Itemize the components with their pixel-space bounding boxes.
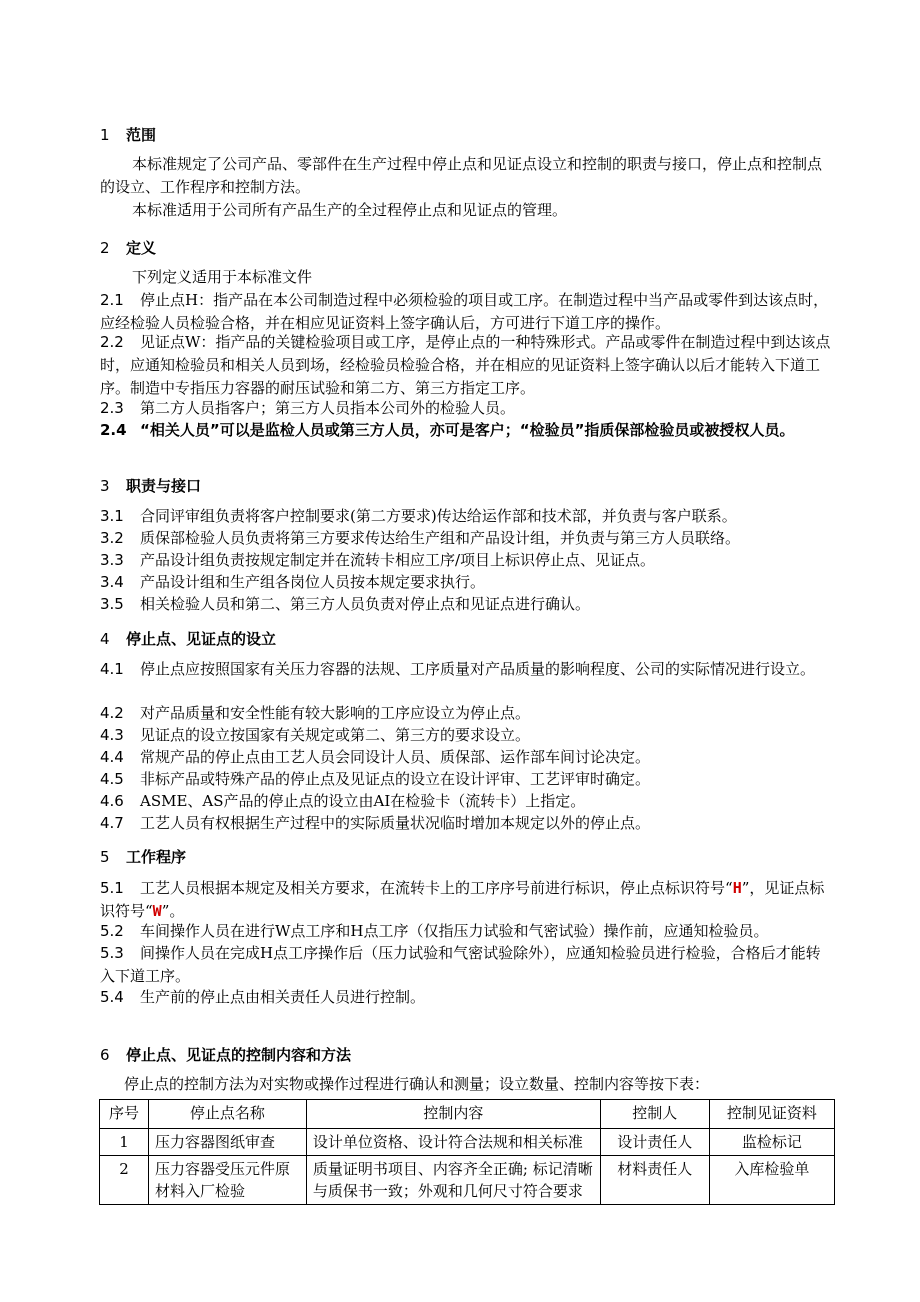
section-title: 定义 <box>126 239 157 257</box>
setup-item <box>100 724 835 747</box>
definitions-intro: 下列定义适用于本标准文件 <box>132 268 313 286</box>
item-number: 4.6 <box>100 792 124 810</box>
item-text: 间操作人员在完成H点工序操作后（压力试验和气密试验除外），应通知检验员进行检验，合格后才能转入下道工序。 <box>100 944 821 985</box>
table-cell: 2 <box>100 1156 149 1205</box>
setup-item <box>100 812 835 835</box>
control-method-intro: 停止点的控制方法为对实物或操作过程进行确认和测量；设立数量、控制内容等按下表： <box>124 1075 710 1093</box>
item-number: 3.5 <box>100 595 124 613</box>
procedure-item <box>100 942 835 988</box>
item-text: 非标产品或特殊产品的停止点及见证点的设立在设计评审、工艺评审时确定。 <box>140 770 651 788</box>
definition-item <box>100 289 835 335</box>
item-text: 见证点的设立按国家有关规定或第二、第三方的要求设立。 <box>140 726 531 744</box>
section-5-heading <box>100 846 186 867</box>
item-text: ASME、AS产品的停止点的设立由AI在检验卡（流转卡）上指定。 <box>140 792 586 810</box>
section-3-heading <box>100 475 201 496</box>
section-number: 5 <box>100 848 110 866</box>
section-number: 6 <box>100 1046 110 1064</box>
section-title: 范围 <box>126 126 157 144</box>
witness-point-symbol: W <box>152 902 162 920</box>
item-text: 质保部检验人员负责将第三方要求传达给生产组和产品设计组，并负责与第三方人员联络。 <box>140 529 741 547</box>
responsibility-item <box>100 549 835 572</box>
responsibility-item <box>100 593 835 616</box>
column-header: 控制人 <box>600 1100 709 1129</box>
section-2-heading <box>100 237 156 258</box>
setup-item <box>100 768 835 791</box>
section-title: 工作程序 <box>126 848 187 866</box>
item-text: 停止点H：指产品在本公司制造过程中必须检验的项目或工序。在制造过程中当产品或零件到达该点时，应经检验人员检验合格，并在相应见证资料上签字确认后，方可进行下道工序的操作。 <box>100 291 829 332</box>
item-text: 产品设计组和生产组各岗位人员按本规定要求执行。 <box>140 573 486 591</box>
item-number: 2.1 <box>100 291 124 309</box>
item-number: 5.1 <box>100 879 124 897</box>
item-number: 5.3 <box>100 944 124 962</box>
definition-item <box>100 331 835 400</box>
item-text: 对产品质量和安全性能有较大影响的工序应设立为停止点。 <box>140 704 531 722</box>
setup-item <box>100 702 835 725</box>
item-text: ”。 <box>161 902 185 920</box>
item-number: 3.2 <box>100 529 124 547</box>
section-title: 停止点、见证点的控制内容和方法 <box>126 1046 352 1064</box>
item-number: 4.4 <box>100 748 124 766</box>
responsibility-item <box>100 571 835 594</box>
item-number: 4.1 <box>100 660 124 678</box>
scope-paragraph-2: 本标准适用于公司所有产品生产的全过程停止点和见证点的管理。 <box>132 201 568 219</box>
item-number: 3.4 <box>100 573 124 591</box>
table-cell: 压力容器受压元件原材料入厂检验 <box>149 1156 307 1205</box>
table-cell: 监检标记 <box>709 1129 834 1156</box>
section-number: 2 <box>100 239 110 257</box>
item-text: 生产前的停止点由相关责任人员进行控制。 <box>140 988 426 1006</box>
table-cell: 入库检验单 <box>709 1156 834 1205</box>
item-number: 3.1 <box>100 507 124 525</box>
item-text: “相关人员”可以是监检人员或第三方人员，亦可是客户；“检验员”指质保部检验员或被授权人员。 <box>140 421 795 439</box>
section-1-heading <box>100 124 156 145</box>
item-text: 第二方人员指客户；第三方人员指本公司外的检验人员。 <box>140 399 516 417</box>
item-text: 车间操作人员在进行W点工序和H点工序（仅指压力试验和气密试验）操作前，应通知检验员。 <box>140 922 769 940</box>
item-number: 4.7 <box>100 814 124 832</box>
stop-point-symbol: H <box>732 879 742 897</box>
item-number: 2.4 <box>100 421 127 439</box>
item-number: 3.3 <box>100 551 124 569</box>
responsibility-item <box>100 505 835 528</box>
column-header: 序号 <box>100 1100 149 1129</box>
procedure-item <box>100 986 835 1009</box>
responsibility-item <box>100 527 835 550</box>
definition-item <box>100 397 835 420</box>
item-number: 4.3 <box>100 726 124 744</box>
definition-item-emphasis <box>100 419 835 442</box>
section-4-heading <box>100 628 276 649</box>
item-text: 停止点应按照国家有关压力容器的法规、工序质量对产品质量的影响程度、公司的实际情况进行设立。 <box>140 660 816 678</box>
item-text: 产品设计组负责按规定制定并在流转卡相应工序/项目上标识停止点、见证点。 <box>140 551 656 569</box>
section-6-heading <box>100 1044 351 1065</box>
section-number: 4 <box>100 630 110 648</box>
item-text: 相关检验人员和第二、第三方人员负责对停止点和见证点进行确认。 <box>140 595 591 613</box>
item-number: 4.2 <box>100 704 124 722</box>
item-number: 2.3 <box>100 399 124 417</box>
section-number: 3 <box>100 477 110 495</box>
item-text: 合同评审组负责将客户控制要求(第二方要求)传达给运作部和技术部，并负责与客户联系。 <box>140 507 737 525</box>
scope-paragraph-1: 本标准规定了公司产品、零部件在生产过程中停止点和见证点设立和控制的职责与接口，停止点和控制点的设立、工作程序和控制方法。 <box>100 155 823 196</box>
procedure-item <box>100 920 835 943</box>
procedure-item <box>100 877 835 923</box>
item-number: 2.2 <box>100 333 124 351</box>
section-title: 职责与接口 <box>126 477 202 495</box>
section-number: 1 <box>100 126 110 144</box>
table-cell: 设计单位资格、设计符合法规和相关标准 <box>306 1129 600 1156</box>
table-cell: 材料责任人 <box>600 1156 709 1205</box>
column-header: 停止点名称 <box>149 1100 307 1129</box>
table-cell: 设计责任人 <box>600 1129 709 1156</box>
item-number: 5.4 <box>100 988 124 1006</box>
item-text: 工艺人员根据本规定及相关方要求，在流转卡上的工序序号前进行标识，停止点标识符号“ <box>140 879 733 897</box>
setup-item <box>100 658 835 681</box>
section-title: 停止点、见证点的设立 <box>126 630 277 648</box>
item-number: 4.5 <box>100 770 124 788</box>
item-text: 见证点W：指产品的关键检验项目或工序，是停止点的一种特殊形式。产品或零件在制造过程中到达该点时，应通知检验员和相关人员到场，经检验员检验合格，并在相应的见证资料上签字确认以后才能转入下道工序。制造中专指压力容器的耐压试验和第二方、第三方指定工序。 <box>100 333 831 397</box>
table-cell: 压力容器图纸审查 <box>149 1129 307 1156</box>
setup-item <box>100 790 835 813</box>
item-text: 工艺人员有权根据生产过程中的实际质量状况临时增加本规定以外的停止点。 <box>140 814 651 832</box>
table-cell: 1 <box>100 1129 149 1156</box>
item-text: 常规产品的停止点由工艺人员会同设计人员、质保部、运作部车间讨论决定。 <box>140 748 651 766</box>
setup-item <box>100 746 835 769</box>
table-cell: 质量证明书项目、内容齐全正确; 标记清晰与质保书一致；外观和几何尺寸符合要求 <box>306 1156 600 1205</box>
table-row <box>100 1129 835 1156</box>
table-row <box>100 1156 835 1205</box>
column-header: 控制内容 <box>306 1100 600 1129</box>
column-header: 控制见证资料 <box>709 1100 834 1129</box>
table-header-row <box>100 1100 835 1129</box>
item-number: 5.2 <box>100 922 124 940</box>
control-table <box>99 1099 835 1205</box>
item-text: ”，见证点标识符号“ <box>100 879 825 920</box>
